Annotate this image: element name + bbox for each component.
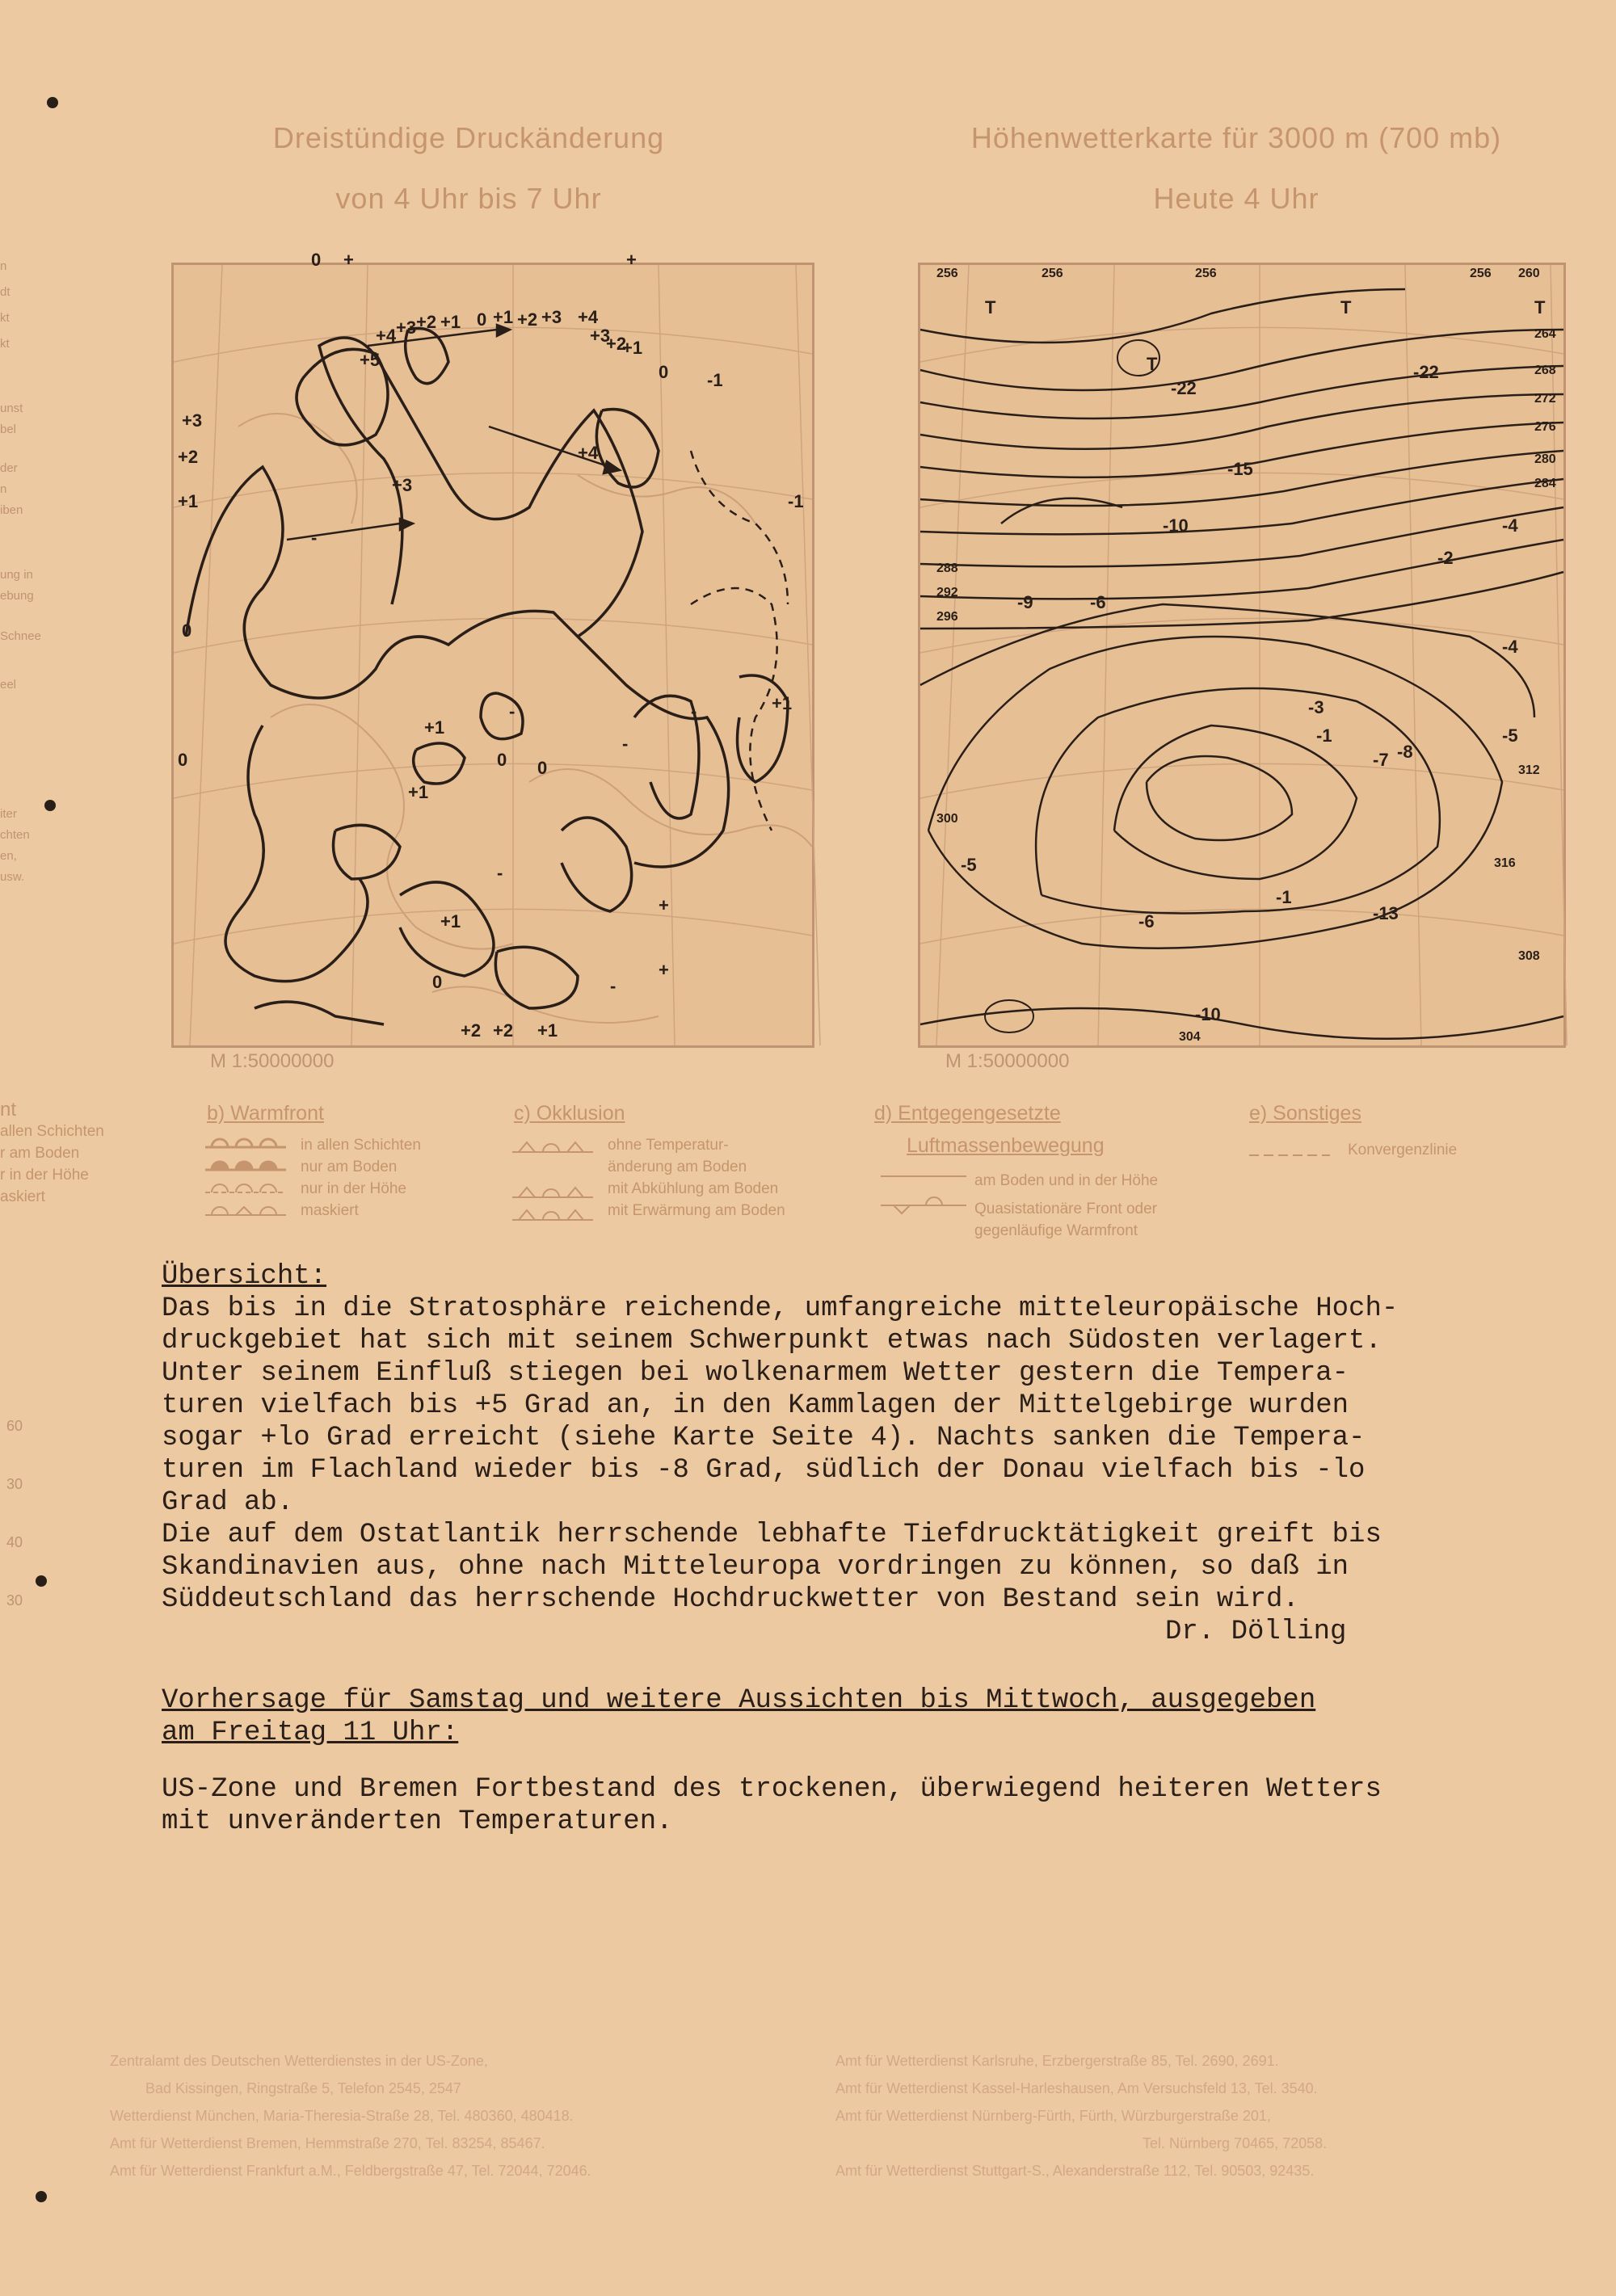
footer-left: Zentralamt des Deutschen Wetterdienstes in der US-Zone, Bad Kissingen, Ringstraße 5, Telefon 2545, 2547 Wetterdienst München, Maria-Theresia-Straße 28, Tel. 480360, 480418. Amt für Wetterdienst Bremen, Hemmstraße 270, Tel. 83254, 85467. Amt für Wetterdienst Frankfurt a.M., Feldbergstraße 47, Tel. 72044, 72046. xyxy=(110,2053,591,2179)
map-label: 296 xyxy=(936,610,958,624)
map-label: -5 xyxy=(961,855,977,875)
map-label: +4 xyxy=(578,443,599,463)
upper-air-map-labels xyxy=(936,267,1556,1044)
coastlines xyxy=(238,414,812,1023)
map-label: 260 xyxy=(1518,267,1540,280)
map-label: 256 xyxy=(1470,267,1492,280)
arrows xyxy=(287,325,620,540)
forecast-heading-2: am Freitag 11 Uhr: xyxy=(162,1718,459,1748)
map-label: +2 xyxy=(416,312,437,332)
right-map-title: Höhenwetterkarte für 3000 m (700 mb) xyxy=(970,121,1502,154)
map-label: -10 xyxy=(1195,1004,1221,1024)
edge-numbers: 60 30 40 30 xyxy=(6,1418,23,1608)
map-label: - xyxy=(497,863,503,883)
left-map-title: Dreistündige Druckänderung xyxy=(272,121,665,154)
warm-front-symbols xyxy=(205,1137,294,1234)
map-label: T xyxy=(1534,297,1546,317)
map-label: 308 xyxy=(1518,949,1540,963)
pressure-change-map-drawing xyxy=(174,250,812,1045)
occlusion-items: ohne Temperatur- änderung am Boden mit Abkühlung am Boden mit Erwärmung am Boden xyxy=(608,1137,785,1219)
map-label: +3 xyxy=(541,307,562,327)
left-map-scale: M 1:50000000 xyxy=(210,1050,335,1072)
signature: Dr. Dölling xyxy=(1165,1617,1347,1647)
map-label: 0 xyxy=(497,750,507,770)
map-label: - xyxy=(610,976,617,996)
map-label: T xyxy=(1147,354,1158,374)
upper-air-map xyxy=(918,263,1566,1048)
map-label: + xyxy=(659,895,669,915)
overview-line: Die auf dem Ostatlantik herrschende lebhafte Tiefdrucktätigkeit greift bis xyxy=(162,1520,1382,1550)
left-map-subtitle: von 4 Uhr bis 7 Uhr xyxy=(335,182,602,215)
map-label: -6 xyxy=(1138,911,1155,931)
punch-hole-top xyxy=(47,97,58,108)
overview-line: Süddeutschland das herrschende Hochdruckwetter von Bestand sein wird. xyxy=(162,1584,1299,1615)
map-label: -6 xyxy=(1090,592,1106,612)
overview-line: turen im Flachland wieder bis -8 Grad, südlich der Donau vielfach bis -lo xyxy=(162,1455,1366,1486)
other-items: Konvergenzlinie xyxy=(1348,1142,1458,1159)
map-label: 0 xyxy=(477,309,487,330)
dashed-lines xyxy=(691,451,788,831)
map-label: +2 xyxy=(178,447,199,467)
legend-left-fragment: nt allen Schichten r am Boden r in der Höhe askiert xyxy=(0,1099,104,1205)
map-label: -22 xyxy=(1413,362,1439,382)
upper-air-map-drawing xyxy=(920,265,1563,1045)
map-label: 300 xyxy=(936,812,958,826)
map-label: 0 xyxy=(182,620,192,641)
map-label: -4 xyxy=(1502,637,1518,657)
map-label: 256 xyxy=(936,267,958,280)
overview-line: Grad ab. xyxy=(162,1487,294,1518)
legend-warm-front-heading: b) Warmfront xyxy=(207,1102,324,1125)
height-contours xyxy=(920,289,1563,1039)
map-label: +3 xyxy=(392,475,413,495)
map-label: +1 xyxy=(424,717,445,738)
map-label: + xyxy=(343,250,354,270)
map-label: T xyxy=(1340,297,1352,317)
map-label: -13 xyxy=(1373,903,1399,923)
map-label: 276 xyxy=(1534,420,1556,434)
isallobars xyxy=(186,328,788,1024)
footer-right: Amt für Wetterdienst Karlsruhe, Erzbergerstraße 85, Tel. 2690, 2691. Amt für Wetterdienst Kassel-Harleshausen, Am Versuchsfeld 13, Tel. 3540. Amt für Wetterdienst Nürnberg-Fürth, Fürth, Würzburgerstraße 201, Tel. Nürnberg 70465, 72058. Amt für Wetterdienst Stuttgart-S., Alexanderstraße 112, Tel. 90503, 92435. xyxy=(835,2053,1328,2179)
map-label: +1 xyxy=(178,491,199,511)
map-label: +1 xyxy=(772,693,793,713)
map-label: 284 xyxy=(1534,477,1556,490)
map-label: +1 xyxy=(440,911,461,931)
map-label: 0 xyxy=(311,250,322,270)
map-label: -8 xyxy=(1397,742,1413,762)
map-label: 0 xyxy=(537,758,548,778)
map-label: +1 xyxy=(493,307,514,327)
map-label: +3 xyxy=(396,317,417,338)
map-label: 256 xyxy=(1195,267,1217,280)
map-label: -2 xyxy=(1437,548,1454,568)
map-label: -4 xyxy=(1502,515,1518,536)
warm-front-items: in allen Schichten nur am Boden nur in der Höhe maskiert xyxy=(301,1137,421,1219)
map-label: +1 xyxy=(537,1020,558,1041)
map-label: -1 xyxy=(1316,725,1332,746)
legend-other-heading: e) Sonstiges xyxy=(1249,1102,1361,1125)
overview-heading: Übersicht: xyxy=(162,1261,327,1292)
pressure-change-map xyxy=(171,250,814,1048)
overview-line: turen vielfach bis +5 Grad an, in den Kammlagen der Mittelgebirge wurden xyxy=(162,1390,1349,1421)
map-label: + xyxy=(626,250,637,270)
map-label: 288 xyxy=(936,561,958,575)
overview-section xyxy=(162,1260,1519,1648)
legend-opposing-airmass-heading: d) Entgegengesetzte xyxy=(874,1102,1061,1125)
map-label: 316 xyxy=(1494,856,1516,870)
map-label: 264 xyxy=(1534,327,1556,341)
map-label: -1 xyxy=(707,370,723,390)
edge-fragments: n dt kt kt unst bel der n iben ung in ebung Schnee eel iter chten en, usw. xyxy=(0,259,41,884)
map-label: T xyxy=(985,297,996,317)
map-label: -9 xyxy=(1017,592,1033,612)
occlusion-symbols xyxy=(512,1137,601,1234)
map-label: +1 xyxy=(622,338,643,358)
map-label: +3 xyxy=(182,410,203,431)
map-label: 292 xyxy=(936,586,958,599)
overview-line: Unter seinem Einfluß stiegen bei wolkenarmem Wetter gestern die Tempera- xyxy=(162,1358,1349,1389)
map-label: -5 xyxy=(1502,725,1518,746)
map-label: + xyxy=(659,960,669,980)
graticule xyxy=(920,265,1567,1045)
opposing-airmass-items: am Boden und in der Höhe Quasistationäre Front oder gegenläufige Warmfront xyxy=(974,1172,1159,1239)
map-label: -15 xyxy=(1227,459,1253,479)
convergence-line-symbol xyxy=(1249,1147,1338,1163)
map-label: 256 xyxy=(1042,267,1063,280)
map-label: +3 xyxy=(590,326,611,346)
map-label: - xyxy=(691,701,697,721)
map-label: +2 xyxy=(461,1020,482,1041)
map-label: +4 xyxy=(578,307,599,327)
map-label: -1 xyxy=(1276,887,1292,907)
legend-occlusion-heading: c) Okklusion xyxy=(514,1102,625,1125)
map-label: 0 xyxy=(432,972,443,992)
map-label: -1 xyxy=(788,491,804,511)
map-label: -22 xyxy=(1171,378,1197,398)
map-label: 304 xyxy=(1179,1030,1201,1044)
map-label: -7 xyxy=(1373,750,1389,770)
map-label: - xyxy=(622,734,629,754)
map-label: +4 xyxy=(376,326,397,346)
punch-hole-bottom xyxy=(36,2191,47,2202)
map-label: +1 xyxy=(408,782,429,802)
legend-opposing-airmass-heading-2: Luftmassenbewegung xyxy=(907,1134,1105,1157)
map-label: +1 xyxy=(440,312,461,332)
map-label: -10 xyxy=(1163,515,1189,536)
map-label: 0 xyxy=(659,362,669,382)
map-label: - xyxy=(509,701,516,721)
map-label: - xyxy=(311,528,318,548)
map-label: 280 xyxy=(1534,452,1556,466)
forecast-line: mit unveränderten Temperaturen. xyxy=(162,1806,673,1837)
map-label: 272 xyxy=(1534,392,1556,406)
overview-line: Skandinavien aus, ohne nach Mitteleuropa vordringen zu können, so daß in xyxy=(162,1552,1349,1583)
overview-line: druckgebiet hat sich mit seinem Schwerpunkt etwas nach Südosten verlagert. xyxy=(162,1326,1382,1356)
overview-line: sogar +lo Grad erreicht (siehe Karte Seite 4). Nachts sanken die Tempera- xyxy=(162,1423,1366,1453)
overview-line: Das bis in die Stratosphäre reichende, umfangreiche mitteleuropäische Hoch- xyxy=(162,1293,1399,1324)
right-map-subtitle: Heute 4 Uhr xyxy=(1153,182,1319,215)
opposing-airmass-symbols xyxy=(877,1163,974,1220)
map-label: 268 xyxy=(1534,364,1556,377)
left-map-labels xyxy=(178,250,804,1041)
low-centers xyxy=(985,340,1159,1032)
right-map-scale: M 1:50000000 xyxy=(945,1050,1070,1072)
graticule xyxy=(174,265,820,1045)
map-label: +2 xyxy=(606,334,627,354)
map-label: +2 xyxy=(517,309,538,330)
map-label: +5 xyxy=(360,350,381,370)
map-label: 0 xyxy=(178,750,188,770)
forecast-heading: Vorhersage für Samstag und weitere Aussichten bis Mittwoch, ausgegeben xyxy=(162,1685,1316,1716)
map-label: -3 xyxy=(1308,697,1324,717)
map-label: 312 xyxy=(1518,763,1540,777)
forecast-section xyxy=(162,1684,1519,1838)
map-label: +2 xyxy=(493,1020,514,1041)
forecast-line: US-Zone und Bremen Fortbestand des trockenen, überwiegend heiteren Wetters xyxy=(162,1774,1382,1805)
